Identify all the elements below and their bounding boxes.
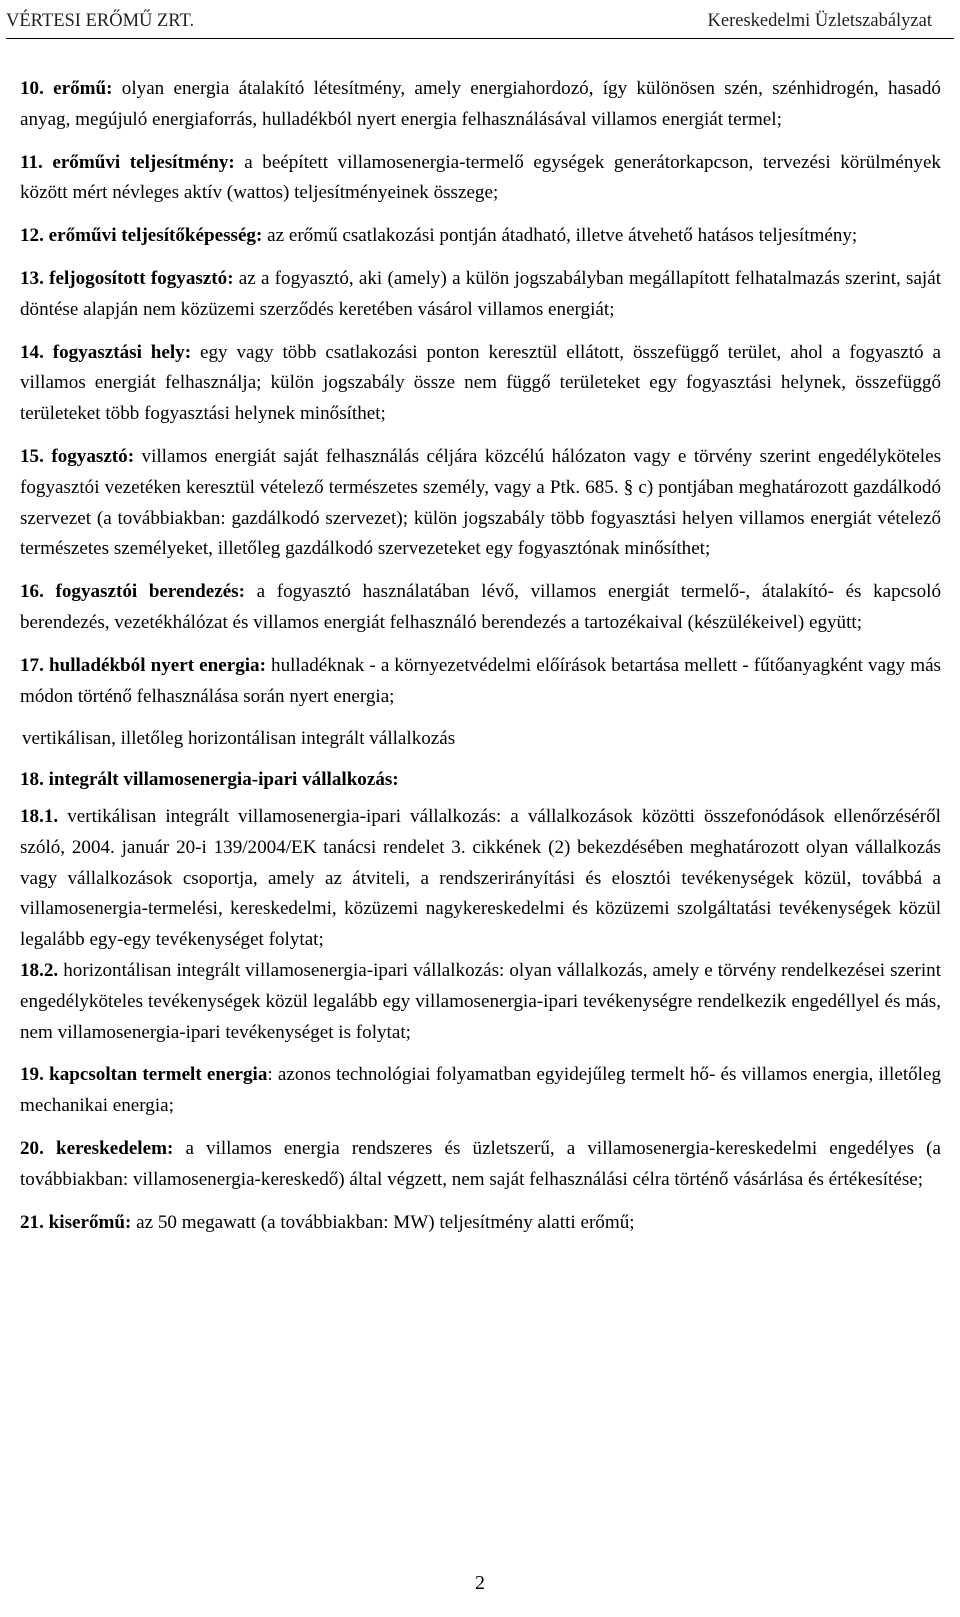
header-company: VÉRTESI ERŐMŰ ZRT. [6,11,195,31]
definition-text: a villamos energia rendszeres és üzletszerű, a villamosenergia-kereskedelmi engedélyes (a továbbiakban: villamosenergia-kereskedő) által végzett, nem saját felhasználási célra történő vásárlása és értékesítése; [20,1137,941,1190]
definition-15 [20,442,941,565]
definition-number: 13. [20,267,44,289]
definition-number: 20. [20,1137,44,1159]
definition-text: olyan energia átalakító létesítmény, amely energiahordozó, így különösen szén, szénhidrogén, hasadó anyag, megújuló energiaforrás, hulladékból nyert energia felhasználásával villamos energiát termel; [20,78,941,130]
definition-text: az a fogyasztó, aki (amely) a külön jogszabályban megállapított felhatalmazás szerint, saját döntése alapján nem közüzemi szerződés keretében vásárol villamos energiát; [20,267,942,320]
definition-11 [20,148,941,210]
definition-term: erőművi teljesítmény: [52,151,235,173]
definition-term: fogyasztói berendezés: [55,581,245,603]
definition-term: integrált villamosenergia-ipari vállalkozás: [48,769,399,791]
definition-number: 15. [20,445,44,467]
definition-number: 18.2. [20,959,59,981]
definition-number: 11. [20,151,43,173]
definition-text: egy vagy több csatlakozási ponton keresztül ellátott, összefüggő terület, ahol a fogyasztó a villamos energiát felhasználja; külön jogszabály össze nem függő területeket egy fogyasztási helynek, összefüggő területeket több fogyasztási helynek minősíthet; [20,341,941,425]
definition-term: kapcsoltan termelt energia [49,1064,268,1086]
definition-term: fogyasztási hely: [52,341,192,363]
definition-text: horizontálisan integrált villamosenergia-ipari vállalkozás: olyan vállalkozás, amely e törvény rendelkezései szerint engedélyköteles tevékenységek közül legalább egy villamosenergia-ipari tevékenységre rendelkezik engedéllyel és más, nem villamosenergia-ipari tevékenységet is folytat; [20,959,941,1043]
definition-13 [20,264,941,326]
definition-text: : azonos technológiai folyamatban egyidejűleg termelt hő- és villamos energia, illetőleg mechanikai energia; [20,1064,942,1117]
definition-18-1 [20,802,941,956]
definition-number: 10. [20,78,44,99]
definition-20 [20,1134,941,1196]
definition-number: 21. [20,1211,44,1233]
definition-18-2 [20,956,941,1048]
definition-text: az 50 megawatt (a továbbiakban: MW) teljesítmény alatti erőmű; [131,1211,635,1233]
definition-text: hulladéknak - a környezetvédelmi előírások betartása mellett - fűtőanyagként vagy más módon történő felhasználása során nyert energia; [20,654,941,707]
definition-text: a fogyasztó használatában lévő, villamos energiát termelő-, átalakító- és kapcsoló berendezés, vezetékhálózat és villamos energiát felhasználó berendezés a tartozékaival (készülékeivel) együtt; [20,581,941,633]
definition-term: fogyasztó: [51,445,135,467]
definition-16 [20,577,941,639]
page-header [6,6,954,36]
definition-text: a beépített villamosenergia-termelő egységek generátorkapcson, tervezési körülmények között mért névleges aktív (wattos) teljesítményeinek összege; [20,151,941,204]
definition-21 [20,1208,941,1239]
definition-number: 19. [20,1064,44,1086]
definition-number: 16. [20,581,44,603]
definition-number: 17. [20,654,44,676]
definition-12 [20,221,941,252]
definition-number: 14. [20,341,44,363]
definition-17 [20,651,941,713]
definition-number: 18.1. [20,805,59,827]
definition-term: feljogosított fogyasztó: [49,267,234,289]
definition-term: erőmű: [53,78,113,99]
definition-text: vertikálisan integrált villamosenergia-ipari vállalkozás: a vállalkozások közötti összefonódások ellenőrzéséről szóló, 2004. január 20-i 139/2004/EK tanácsi rendelet 3. cikkének (2) bekezdésében meghatározott olyan vállalkozás vagy vállalkozások csoportja, amely az átviteli, a rendszerirányítási és elosztói tevékenységek közül, továbbá a villamosenergia-termelési, kereskedelmi, közüzemi nagykereskedelmi és közüzemi szolgáltatási tevékenységek közül legalább egy-egy tevékenységet folytat; [20,805,941,951]
document-body [20,74,941,1250]
definition-term: kiserőmű: [48,1211,132,1233]
header-rule [6,38,954,39]
definition-10 [20,74,941,136]
section-subheading: vertikálisan, illetőleg horizontálisan integrált vállalkozás [22,728,456,750]
definition-text: az erőmű csatlakozási pontján átadható, illetve átvehető hatásos teljesítmény; [262,225,858,247]
definition-term: erőművi teljesítőképesség: [48,225,263,247]
header-document-title: Kereskedelmi Üzletszabályzat [707,11,932,31]
definition-18 [20,765,941,796]
definition-term: hulladékból nyert energia: [48,654,266,676]
definition-14 [20,338,941,430]
definition-19 [20,1060,941,1122]
definition-term: kereskedelem: [55,1137,174,1159]
definition-number: 18. [20,769,44,791]
definition-number: 12. [20,225,44,247]
page-number: 2 [475,1572,485,1594]
definition-text: villamos energiát saját felhasználás céljára közcélú hálózaton vagy e törvény szerint engedélyköteles fogyasztói vezetéken keresztül vételező természetes személy, vagy a Ptk. 685. § c) pontjában meghatározott gazdálkodó szervezet (a továbbiakban: gazdálkodó szervezet); külön jogszabály több fogyasztási helyen villamos energiát vételező természetes személyeket, illetőleg gazdálkodó szervezeteket egy fogyasztónak minősíthet; [20,445,941,560]
